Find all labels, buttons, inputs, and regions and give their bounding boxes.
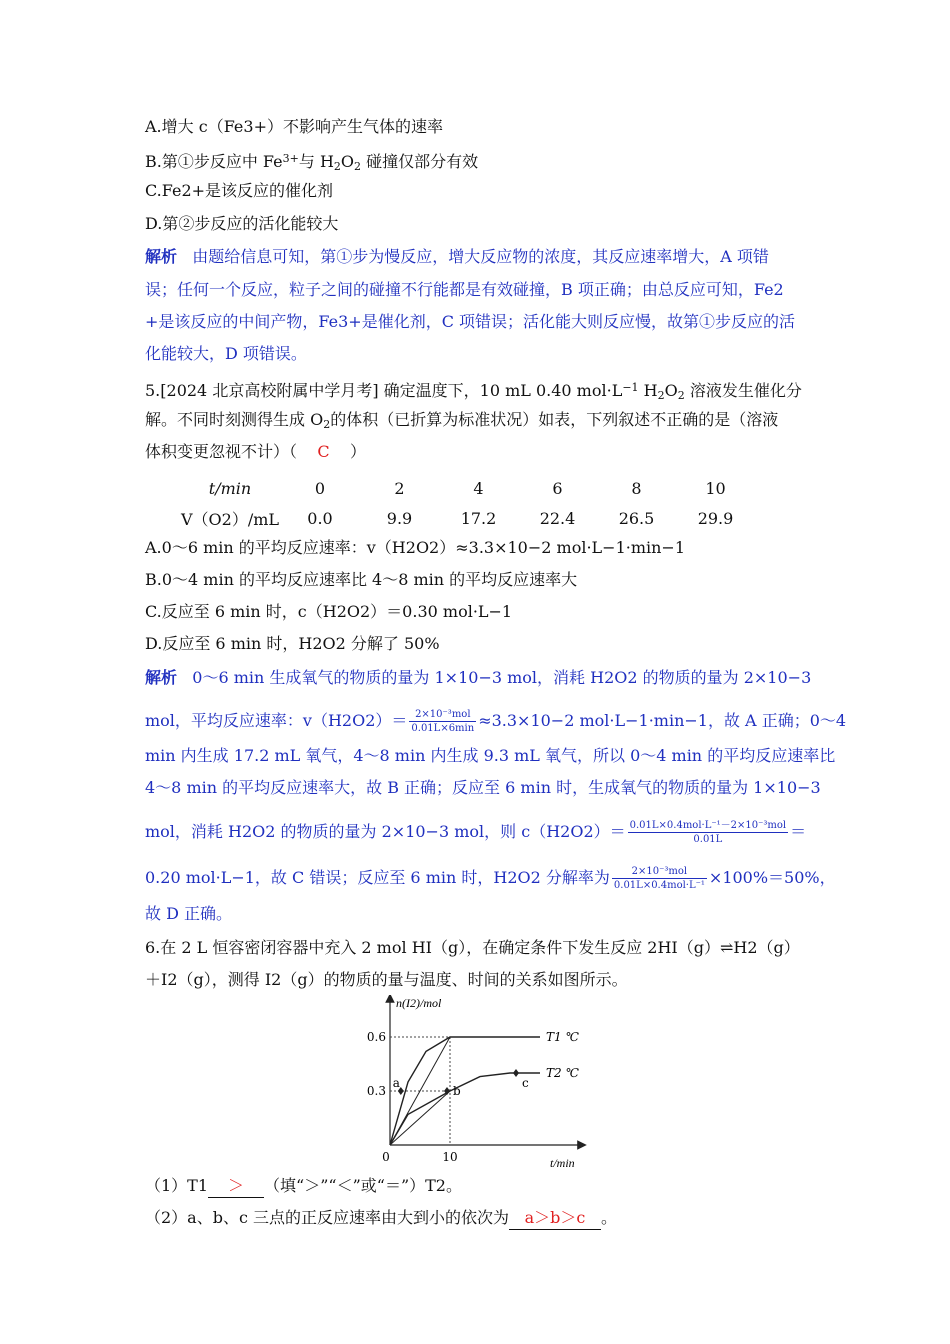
q6-sub-text: （1）T1 (145, 1176, 209, 1195)
t1-curve (390, 1037, 540, 1145)
exp-text: 0.20 mol·L−1，故 C 错误；反应至 6 min 时，H2O2 分解率为 (145, 868, 610, 887)
table-cell: 6 (552, 478, 563, 498)
x-tick-label: 0 (382, 1150, 390, 1164)
q5-option-d: D.反应至 6 min 时，H2O2 分解了 50% (145, 634, 440, 653)
q5-stem-text: 5.[2024 北京高校附属中学月考] 确定温度下，10 mL 0.40 mol·L (145, 381, 623, 400)
q6-chart (350, 995, 590, 1170)
fraction (612, 865, 707, 892)
sup: 3+ (282, 152, 299, 165)
q4-option-c: C.Fe2+是该反应的催化剂 (145, 181, 334, 200)
y-tick-label: 0.3 (366, 1084, 386, 1098)
q5-option-c: C.反应至 6 min 时，c（H2O2）＝0.30 mol·L−1 (145, 602, 513, 621)
q5-stem-text: H (638, 381, 658, 400)
q6-sub-text: （2）a、b、c 三点的正反应速率由大到小的依次为 (145, 1208, 510, 1227)
table-cell: 8 (631, 478, 642, 498)
point-label: a (392, 1076, 400, 1090)
q4-explanation-1 (145, 246, 769, 268)
q4-option-b-text: B.第①步反应中 Fe (145, 152, 283, 171)
q5-explanation-2 (145, 708, 846, 735)
q5-explanation-6 (145, 865, 836, 892)
q4-option-b: B.第①步反应中 $Fe^{3+}$与 $H_2O_2$ 碰撞仅部分有效 (145, 152, 479, 173)
table-row (180, 503, 755, 533)
series-label: T2 ℃ (546, 1066, 579, 1080)
q5-explanation-5 (145, 819, 806, 846)
q6-stem-2: ＋I2（g），测得 I2（g）的物质的量与温度、时间的关系如图所示。 (145, 970, 628, 989)
q5-stem-3 (145, 441, 366, 463)
fraction (628, 819, 788, 846)
q6-sub-text: 。 (601, 1208, 618, 1227)
tangent-line-b (390, 1091, 450, 1145)
q4-explanation-4: 化能较大，D 项错误。 (145, 344, 307, 363)
table-cell: 4 (473, 478, 484, 498)
x-axis-label: t/min (550, 1156, 575, 1170)
table-cell: 9.9 (386, 508, 413, 528)
q5-option-a: A.0～6 min 的平均反应速率：v（H2O2）≈3.3×10−2 mol·L−1·min−1 (145, 538, 686, 557)
numerator: 0.01L×0.4mol·L⁻¹－2×10⁻³mol (629, 820, 787, 831)
series-label: T1 ℃ (546, 1030, 579, 1044)
y-tick-label: 0.6 (366, 1030, 386, 1044)
q4-explanation-2: 误；任何一个反应，粒子之间的碰撞不行能都是有效碰撞，B 项正确；由总反应可知，Fe2 (145, 280, 784, 299)
table-cell: 0.0 (307, 508, 333, 528)
exp-text: ×100%＝50%， (708, 868, 836, 887)
q4-explanation-3: +是该反应的中间产物，Fe3+是催化剂，C 项错误；活化能大则反应慢，故第①步反应的活 (145, 312, 796, 331)
table-cell: 0 (314, 478, 326, 498)
exp-text: 由题给信息可知，第①步为慢反应，增大反应物的浓度，其反应速率增大，A 项错 (192, 247, 769, 266)
table-row (180, 473, 755, 503)
exp-text: mol，消耗 H2O2 的物质的量为 2×10−3 mol，则 c（H2O2）＝ (145, 822, 626, 841)
q4-option-b-end: 碰撞仅部分有效 (366, 152, 479, 171)
q4-option-d: D.第②步反应的活化能较大 (145, 214, 339, 233)
exp-text: mol，平均反应速率：v（H2O2）＝ (145, 711, 408, 730)
table-cell: 10 (705, 478, 726, 498)
table-header: t/min (208, 478, 252, 498)
table-cell: 17.2 (460, 508, 497, 528)
t2-curve (390, 1073, 540, 1145)
q5-stem-text: 体积变更忽视不计）（ (145, 442, 298, 461)
numerator: 2×10⁻³mol (612, 865, 707, 879)
data-point (513, 1069, 519, 1077)
q5-data-table (180, 473, 755, 533)
sup: −1 (622, 381, 639, 394)
q5-option-b: B.0～4 min 的平均反应速率比 4～8 min 的平均反应速率大 (145, 570, 578, 589)
q5-explanation-1 (145, 667, 811, 689)
table-cell: 2 (394, 478, 405, 498)
point-label: c (522, 1076, 529, 1090)
x-tick-label: 10 (442, 1150, 458, 1164)
table-header: V（O2）/mL (180, 509, 280, 529)
q4-option-b-mid: 与 H (298, 152, 334, 171)
q5-stem-2: 解。不同时刻测得生成 $O_2$的体积（已折算为标准状况）如表，下列叙述不正确的是（溶液 (145, 410, 779, 431)
y-axis-label: n(I2)/mol (396, 996, 442, 1010)
q6-sub-1 (145, 1175, 462, 1198)
fraction (409, 708, 476, 735)
q6-stem-1: 6.在 2 L 恒容密闭容器中充入 2 mol HI（g），在确定条件下发生反应 2HI（g）⇌H2（g） (145, 938, 800, 957)
denominator: 0.01L×6min (411, 723, 475, 734)
table-cell: 29.9 (697, 508, 734, 528)
q5-answer: C (317, 442, 330, 461)
explanation-label: 解析 (145, 668, 178, 687)
q5-stem-text: ） (349, 442, 366, 461)
q5-explanation-4: 4～8 min 的平均反应速率大，故 B 正确；反应至 6 min 时，生成氧气的物质的量为 1×10−3 (145, 778, 821, 797)
q6-sub-2 (145, 1207, 617, 1230)
table-cell: 26.5 (618, 508, 655, 528)
explanation-label: 解析 (145, 247, 178, 266)
table-cell: 22.4 (539, 508, 576, 528)
q5-explanation-7: 故 D 正确。 (145, 904, 233, 923)
denominator: 0.01L×0.4mol·L⁻¹ (613, 880, 705, 891)
numerator: 2×10⁻³mol (409, 708, 476, 722)
point-label: b (453, 1084, 461, 1098)
exp-text: ＝ (790, 822, 807, 841)
q5-stem-text: 的体积（已折算为标准状况）如表，下列叙述不正确的是（溶液 (330, 410, 779, 429)
q5-stem-1: 5.[2024 北京高校附属中学月考] 确定温度下，10 mL 0.40 $mol\cdot L^{-1}$ $H_2O_2$ 溶液发生催化分 (145, 381, 802, 402)
denominator: 0.01L (693, 834, 723, 845)
q4-option-a: A.增大 c（Fe3+）不影响产生气体的速率 (145, 117, 443, 136)
q6-sub-text: （填“＞”“＜”或“＝”）T2。 (264, 1176, 462, 1195)
exp-text: 0～6 min 生成氧气的物质的量为 1×10−3 mol，消耗 H2O2 的物质的量为 2×10−3 (192, 668, 812, 687)
q5-explanation-3: min 内生成 17.2 mL 氧气，4～8 min 内生成 9.3 mL 氧气，所以 0～4 min 的平均反应速率比 (145, 746, 836, 765)
q6-answer-1: ＞ (208, 1175, 264, 1198)
exp-text: ≈3.3×10−2 mol·L−1·min−1，故 A 正确；0～4 (478, 711, 847, 730)
q6-answer-2: a＞b＞c (509, 1207, 601, 1230)
q5-stem-text: 解。不同时刻测得生成 O (145, 410, 324, 429)
chart-plot-area (367, 996, 582, 1170)
q5-stem-text: 溶液发生催化分 (689, 381, 802, 400)
